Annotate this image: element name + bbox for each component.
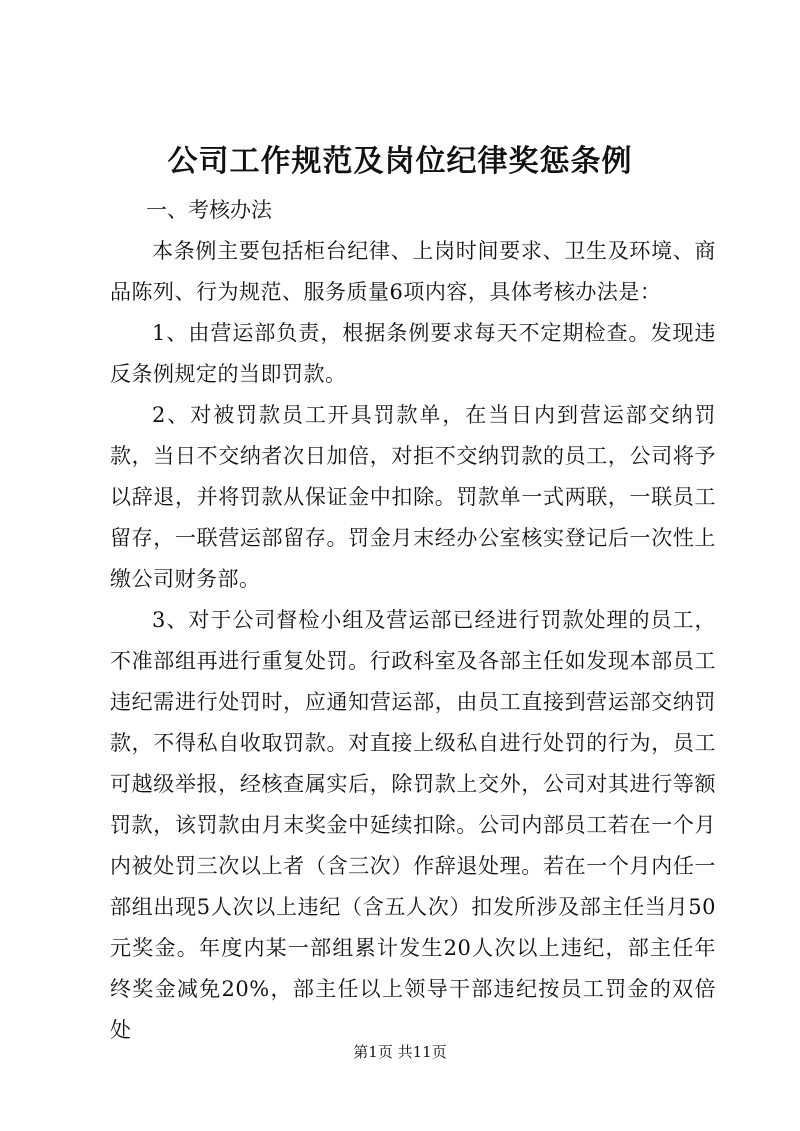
page-number-footer: 第1页 共11页 [353,1043,447,1061]
paragraph-item-2: 2、对被罚款员工开具罚款单，在当日内到营运部交纳罚款，当日不交纳者次日加倍，对拒不交纳罚款的员工，公司将予以辞退，并将罚款从保证金中扣除。罚款单一式两联，一联员工留存，一联营运部留存。罚金月末经办公室核实登记后一次性上缴公司财务部。 [110,403,716,591]
document-body [110,190,716,1051]
paragraph-item-1: 1、由营运部负责，根据条例要求每天不定期检查。发现违反条例规定的当即罚款。 [110,321,716,386]
paragraph-item-3: 3、对于公司督检小组及营运部已经进行罚款处理的员工，不准部组再进行重复处罚。行政科室及各部主任如发现本部员工违纪需进行处罚时，应通知营运部，由员工直接到营运部交纳罚款，不得私自收取罚款。对直接上级私自进行处罚的行为，员工可越级举报，经核查属实后，除罚款上交外，公司对其进行等额罚款，该罚款由月末奖金中延续扣除。公司内部员工若在一个月内被处罚三次以上者（含三次）作辞退处理。若在一个月内任一部组出现5人次以上违纪（含五人次）扣发所涉及部主任当月50元奖金。年度内某一部组累计发生20人次以上违纪，部主任年终奖金减免20%，部主任以上领导干部违纪按员工罚金的双倍处 [110,608,716,1042]
document-title: 公司工作规范及岗位纪律奖惩条例 [167,144,633,179]
paragraph-intro: 本条例主要包括柜台纪律、上岗时间要求、卫生及环境、商品陈列、行为规范、服务质量6项内容，具体考核办法是： [110,239,716,304]
section-heading: 一、考核办法 [146,198,272,222]
